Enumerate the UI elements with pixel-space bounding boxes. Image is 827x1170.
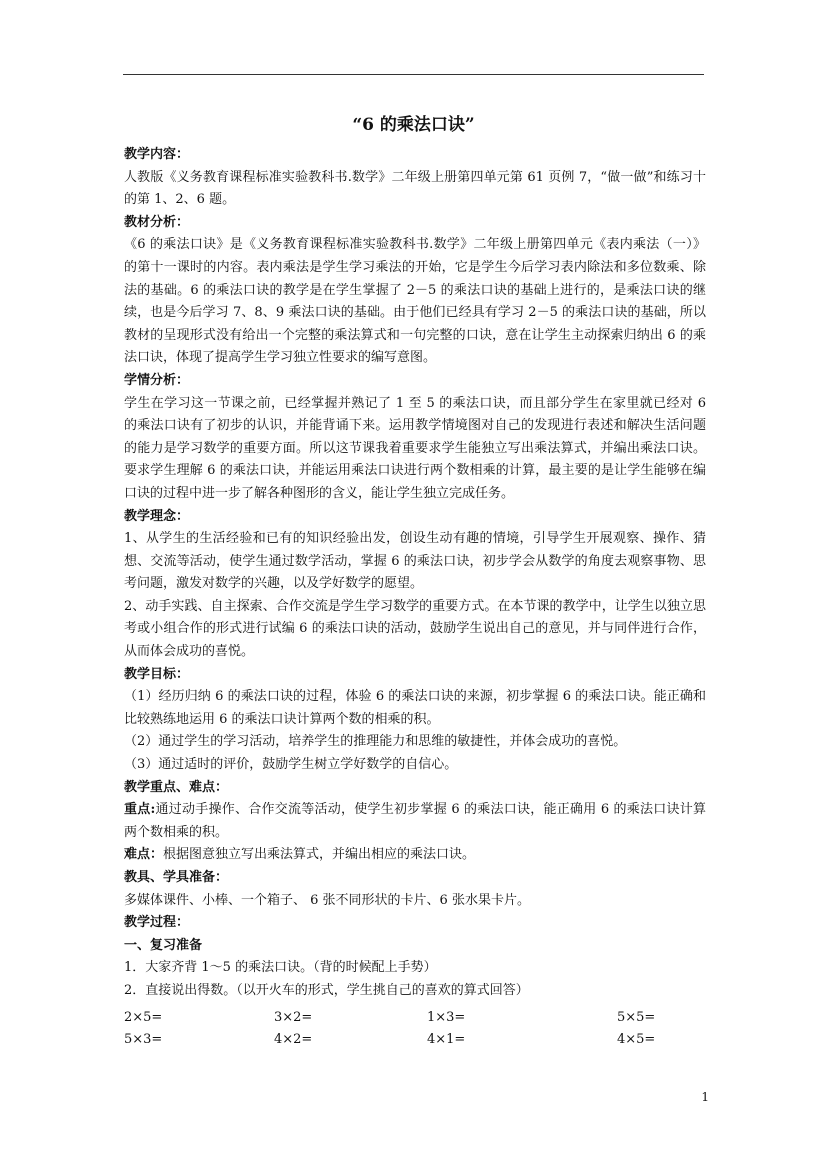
key-point-text: 通过动手操作、合作交流等活动，使学生初步掌握 6 的乘法口诀，能正确用 6 的乘法口诀计算两个数相乘的积。 (124, 802, 706, 840)
section-heading: 教学内容： (124, 147, 190, 162)
section-heading: 教学目标： (124, 666, 190, 682)
section-heading: 教材分析： (124, 214, 190, 230)
section-paragraph: 1、从学生的生活经验和已有的知识经验出发，创设生动有趣的情境，引导学生开展观察、操作、猜想、交流等活动，使学生通过数学活动，掌握 6 的乘法口诀，初步学会从数学的角度去观察事物、思考问题，激发对数学的兴趣，以及学好数学的愿望。 (124, 531, 706, 592)
calc-cell: 5×5= (617, 1009, 656, 1025)
difficult-point-label: 难点： (124, 847, 164, 863)
process-item-1: 1．大家齐背 1～5 的乘法口诀。（背的时候配上手势） (124, 960, 437, 976)
calc-cell: 4×2= (274, 1032, 313, 1048)
section-paragraph: （2）通过学生的学习活动，培养学生的推理能力和思维的敏捷性，并体会成功的喜悦。 (124, 734, 627, 750)
calc-row (124, 1007, 684, 1030)
difficult-point-paragraph (124, 844, 706, 867)
section-paragraph: 学生在学习这一节课之前，已经掌握并熟记了 1 至 5 的乘法口诀，而且部分学生在家里就已经对 6 的乘法口诀有了初步的认识，并能背诵下来。运用教学情境图对自己的发现进行表述和解决生活问题的能力是学习数学的重要方面。所以这节课我着重要求学生能独立写出乘法算式，并编出乘法口诀。要求学生理解 6 的乘法口诀，并能运用乘法口诀进行两个数相乘的计算，最主要的是让学生能够在编口诀的过程中进一步了解各种图形的含义，能让学生独立完成任务。 (124, 395, 706, 501)
document-title: “6 的乘法口诀” (352, 115, 475, 135)
section-paragraph: 《6 的乘法口诀》是《义务教育课程标准实验教科书.数学》二年级上册第四单元《表内乘法（一）》的第十一课时的内容。表内乘法是学生学习乘法的开始，它是学生今后学习表内除法和多位数乘、除法的基础。6 的乘法口诀的教学是在学生掌握了 2－5 的乘法口诀的基础上进行的，是乘法口诀的继续，也是今后学习 7、8、9 乘法口诀的基础。由于他们已经具有学习 2－5 的乘法口诀的基础，所以教材的呈现形式没有给出一个完整的乘法算式和一句完整的口诀，意在让学生主动探索归纳出 6 的乘法口诀，体现了提高学生学习独立性要求的编写意图。 (124, 237, 706, 366)
section-paragraph: 人教版《义务教育课程标准实验教科书.数学》二年级上册第四单元第 61 页例 7，“做一做”和练习十的第 1、2、6 题。 (124, 169, 706, 208)
calc-cell: 4×1= (427, 1032, 466, 1048)
section-paragraph: （1）经历归纳 6 的乘法口诀的过程，体验 6 的乘法口诀的来源，初步掌握 6 的乘法口诀。能正确和比较熟练地运用 6 的乘法口诀计算两个数的相乘的积。 (124, 689, 706, 727)
section-heading-key-difficult: 教学重点、难点： (124, 779, 229, 795)
header-rule (123, 74, 704, 75)
page-number: 1 (701, 1090, 709, 1104)
calc-cell: 5×3= (124, 1032, 163, 1048)
calculation-table (124, 1007, 684, 1052)
section-heading-tools: 教具、学具准备： (124, 870, 229, 885)
key-point-paragraph (124, 799, 706, 844)
document-body (124, 144, 706, 1052)
calc-row (124, 1029, 684, 1052)
process-subheading: 一、复习准备 (124, 937, 203, 953)
calc-cell: 3×2= (274, 1009, 313, 1025)
tools-text: 多媒体课件、小棒、一个箱子、 6 张不同形状的卡片、6 张水果卡片。 (124, 892, 530, 908)
difficult-point-text: 根据图意独立写出乘法算式，并编出相应的乘法口诀。 (163, 847, 476, 863)
calc-cell: 2×5= (124, 1009, 163, 1025)
process-item-2: 2．直接说出得数。（以开火车的形式，学生挑自己的喜欢的算式回答） (124, 982, 529, 998)
section-heading-process: 教学过程： (124, 915, 190, 931)
section-heading: 教学理念： (124, 508, 190, 524)
section-paragraph: （3）通过适时的评价，鼓励学生树立学好数学的自信心。 (124, 757, 458, 773)
key-point-label: 重点: (124, 802, 156, 818)
calc-cell: 4×5= (617, 1032, 656, 1048)
section-heading: 学情分析： (124, 372, 190, 388)
section-paragraph: 2、动手实践、自主探索、合作交流是学生学习数学的重要方式。在本节课的教学中，让学生以独立思考或小组合作的形式进行试编 6 的乘法口诀的活动，鼓励学生说出自己的意见，并与同伴进行合作，从而体会成功的喜悦。 (124, 598, 706, 660)
calc-cell: 1×3= (427, 1009, 466, 1025)
